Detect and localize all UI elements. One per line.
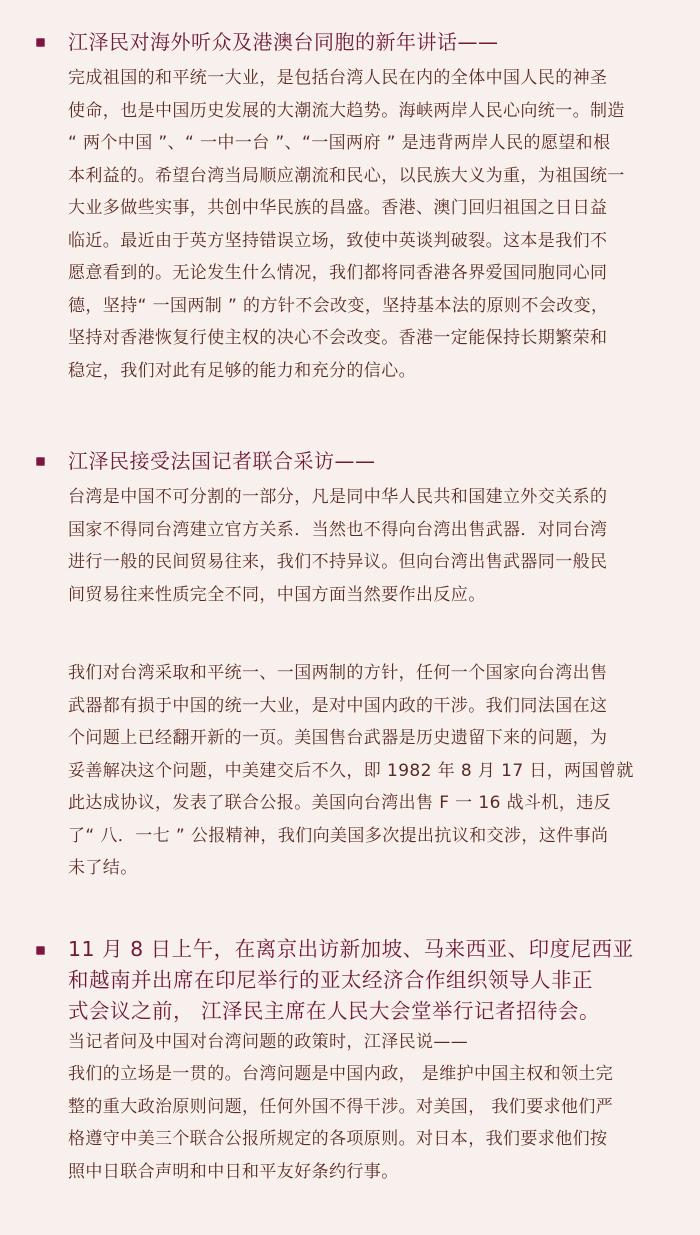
section-paragraph: 我们对台湾采取和平统一、一国两制的方针，任何一个国家向台湾出售 武器都有损于中国的统一大业，是对中国内政的干涉。我们同法国在这 个问题上已经翻开新的一页。美国售台武器是历史遗留下来的问题，为 妥善解决这个问题，中美建交后不久，即 1982 年 8 月 17 日，两国曾就 此达成协议，发表了联合公报。美国向台湾出售 F 一 16 战斗机，违反 了“ 八．一七 ” 公报精神，我们向美国多次提出抗议和交涉，这件事尚 未了结。 <box>68 663 634 878</box>
section-heading: 江泽民对海外听众及港澳台同胞的新年讲话—— <box>68 30 499 54</box>
section-paragraph: 我们的立场是一贯的。台湾问题是中国内政， 是维护中国主权和领土完 整的重大政治原则问题，任何外国不得干涉。对美国， 我们要求他们严 格遵守中美三个联合公报所规定的各项原则。对日本，我们要求他们按 照中日联合声明和中日和平友好条约行事。 <box>68 1064 614 1182</box>
bullet-icon <box>36 38 45 47</box>
bullet-icon <box>36 457 45 466</box>
section-heading: 11 月 8 日上午，在离京出访新加坡、马来西亚、印度尼西亚 和越南并出席在印尼举行的亚太经济合作组织领导人非正 式会议之前， 江泽民主席在人民大会堂举行记者招待会。 <box>68 937 634 1023</box>
section-heading: 江泽民接受法国记者联合采访—— <box>68 449 376 473</box>
section-subline: 当记者问及中国对台湾问题的政策时，江泽民说—— <box>68 1032 469 1052</box>
section-paragraph: 台湾是中国不可分割的一部分，凡是同中华人民共和国建立外交关系的 国家不得同台湾建立官方关系．当然也不得向台湾出售武器．对同台湾 进行一般的民间贸易往来，我们不持异议。但向台湾出售武器同一般民 间贸易往来性质完全不同，中国方面当然要作出反应。 <box>68 487 608 605</box>
bullet-icon <box>36 946 45 955</box>
section-paragraph: 完成祖国的和平统一大业，是包括台湾人民在内的全体中国人民的神圣 使命，也是中国历史发展的大潮流大趋势。海峡两岸人民心向统一。制造 “ 两个中国 ”、“ 一中一台 ”、“一国两府 ” 是违背两岸人民的愿望和根 本利益的。希望台湾当局顺应潮流和民心，以民族大义为重，为祖国统一 大业多做些实事，共创中华民族的昌盛。香港、澳门回归祖国之日日益 临近。最近由于英方坚持错误立场，致使中英谈判破裂。这本是我们不 愿意看到的。无论发生什么情况，我们都将同香港各界爱国同胞同心同 德，坚持“ 一国两制 ” 的方针不会改变，坚持基本法的原则不会改变， 坚持对香港恢复行使主权的决心不会改变。香港一定能保持长期繁荣和 稳定，我们对此有足够的能力和充分的信心。 <box>68 68 625 381</box>
